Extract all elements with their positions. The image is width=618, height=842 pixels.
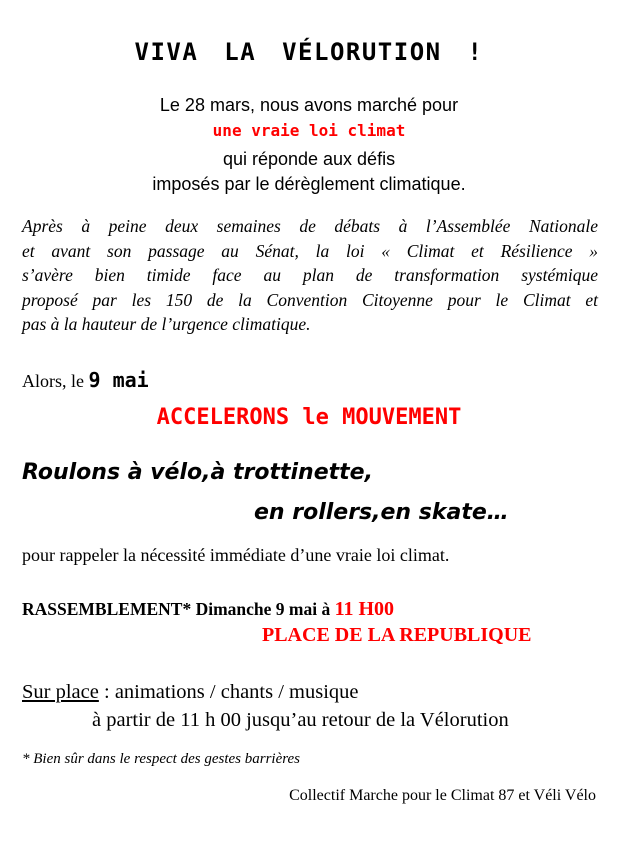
paragraph-line: proposé par les 150 de la Convention Citoyenne pour le Climat et xyxy=(22,289,598,310)
sur-place-label: Sur place xyxy=(22,681,99,703)
sur-place-activities: animations / chants / musique xyxy=(114,681,359,703)
footnote: * Bien sûr dans le respect des gestes barrières xyxy=(22,751,301,767)
signature: Collectif Marche pour le Climat 87 et Véli Vélo xyxy=(289,787,596,804)
rassemblement-text: RASSEMBLEMENT* Dimanche 9 mai à xyxy=(22,599,335,619)
sur-place-sep: : xyxy=(98,681,115,703)
event-date: 9 mai xyxy=(88,368,149,392)
intro-line-3: qui réponde aux défis xyxy=(222,149,396,169)
rassemblement-line xyxy=(22,598,394,621)
headline: ACCELERONS le MOUVEMENT xyxy=(156,405,462,430)
alors-line xyxy=(22,368,149,392)
alors-prefix: Alors, le xyxy=(22,371,89,391)
intro-highlight: une vraie loi climat xyxy=(212,121,406,140)
sur-place-schedule: à partir de 11 h 00 jusqu’au retour de la Vélorution xyxy=(92,709,509,731)
rassemblement-time: 11 H00 xyxy=(334,598,395,620)
rassemblement-place: PLACE DE LA REPUBLIQUE xyxy=(262,624,532,646)
sur-place-line xyxy=(22,681,359,704)
paragraph-line: et avant son passage au Sénat, la loi « Climat et Résilience » xyxy=(22,240,598,261)
intro-line-4: imposés par le dérèglement climatique. xyxy=(152,174,466,194)
paragraph-line: pas à la hauteur de l’urgence climatique. xyxy=(22,314,311,334)
paragraph-line: s’avère bien timide face au plan de transformation systémique xyxy=(22,265,598,285)
intro-line-1: Le 28 mars, nous avons marché pour xyxy=(159,95,459,115)
paragraph-line: Après à peine deux semaines de débats à l’Assemblée Nationale xyxy=(22,216,598,236)
rappel-text: pour rappeler la nécessité immédiate d’une vraie loi climat. xyxy=(22,545,450,565)
page-title: VIVA LA VÉLORUTION ! xyxy=(134,38,484,66)
context-paragraph xyxy=(22,214,598,337)
roulons-line-1: Roulons à vélo,à trottinette, xyxy=(22,460,373,485)
roulons-line-2: en rollers,en skate… xyxy=(254,500,509,525)
